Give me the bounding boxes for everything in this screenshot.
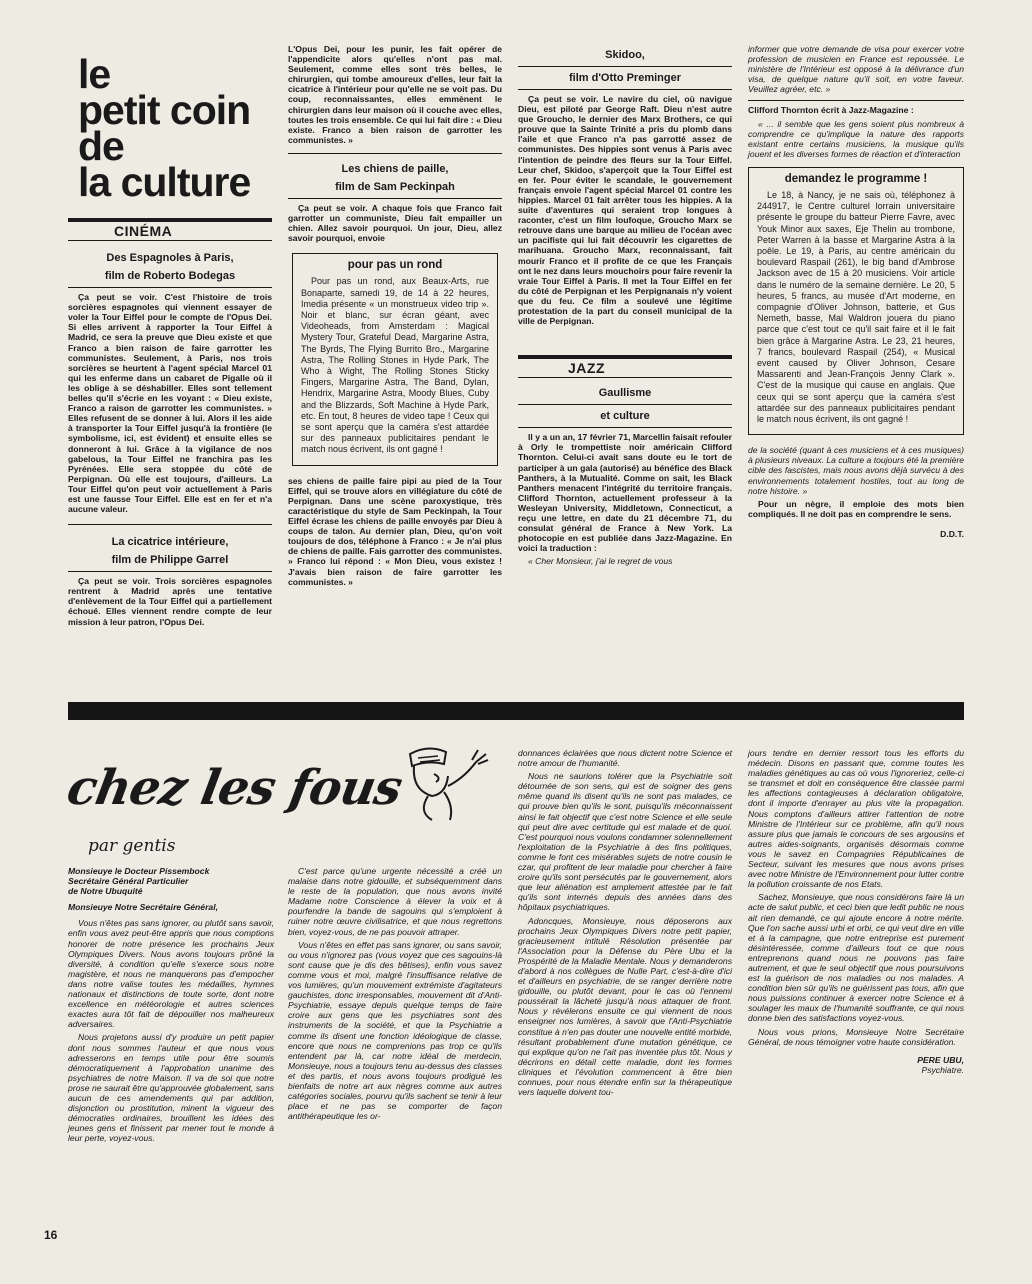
fous-paragraph: Vous n'êtes en effet pas sans ignorer, ou sans savoir, ou vous n'ignorez pas (vous voyez que ces sagouins-là sont cause que je dis des bêtises), enfin vous savez comme vous et moi, malgré l'insuffisance relative de vos lumières, qu'un mouvement extrémiste d'agitateurs gauchistes, donc irresponsables, mouvement dit d'Anti-Psychiatrie, essaye depuis quelque temps de faire croire aux gens que les psychiatres sont des instruments de la société, et que la Psychiatrie a comme ils disent une fonction idéologique de classe, encore que nous ne comprenions pas trop ce qu'ils entendent par là, car notre idéal de merdecin, Monsieuye, nous a toujours tenu au-dessus des classes et des partis, et nous avons toujours prodigué les bienfaits de notre art aux nègres comme aux autres catégories sociales, pourvu qu'ils sachent se tenir à leur place et ne pas se comporter de façon antithérapeutique les or- [288, 939, 502, 1122]
fous-address-2: Secrétaire Général Particulier [68, 876, 189, 887]
signature-ddt: D.D.T. [940, 528, 964, 539]
fous-paragraph: Adoncques, Monsieuye, nous déposerons aux prochains Jeux Olympiques Divers notre petit papier, gracieusement intitulé Résolution présentée par l'Association pour la Défense du Père Ubu et la Prospérité de la Maladie Mentale. Nous y demanderons d'abord à nos collègues de Nulle Part, c'est-à-dire d'ici et d'ailleurs en psychiatrie, de se ranger derrière notre gidouille, ou plutôt devant, pour le cas où l'ennemi poussérait la lâcheté jusqu'à nous attaquer de front. Nous y révélerons ensuite ce qui viennent de nous enseigner nos lumières, à savoir que l'Anti-Psychiatrie constitue à n'en pas douter une nouvelle entité morbide, résultant probablement d'une mutation génétique, ce qui explique qu'on ne l'ait pas inventée plus tôt. Nous y décrirons en détail cette maladie, dont les formes cliniques et l'évolution commencent à être bien connues, pour nous étendre enfin sur la thérapeutique vers laquelle doivent tou- [518, 915, 732, 1098]
cartoon-hat-band [420, 760, 440, 762]
film1-subtitle: film de Roberto Bodegas [104, 270, 236, 283]
box-title: pour pas un rond [347, 259, 443, 272]
divider [518, 89, 732, 90]
thornton-quote: « ... il semble que les gens soient plus nombreux à comprendre ce qu'implique la nature des rapports existant entre certains musiciens, la musique qu'ils jouent et les diverses formes de réaction et d'interaction [748, 118, 964, 159]
divider [518, 377, 732, 378]
film2-title: La cicatrice intérieure, [111, 536, 229, 549]
fous-paragraph: Sachez, Monsieuye, que nous considérons faire là un acte de salut public, et ceci bien que ledit public ne nous ait rien demandé, ce qui ajoute encore à notre mérite. Que l'on sache aussi urbi et orbi, ce qui veut dire en ville et à la campagne, que notre entreprise est purement désintéressée, comme d'ailleurs tout ce que nous entreprenons quand nous ne pouvons pas faire autrement, et que le seul objectif que nous poursuivons est la guérison de nos maladies ou nos malades. A condition bien sûr qu'ils ne guérissent pas tous, afin que nous puissions continuer à exercer notre Science et à soulager les maux de l'humanité souffrante, ce qui nous donne bien des satisfactions voyez-vous. [748, 892, 964, 1024]
fous-column-3 [518, 748, 732, 1100]
divider [68, 287, 272, 288]
divider [518, 427, 732, 428]
section-rule [518, 355, 732, 359]
divider [518, 66, 732, 67]
box-demandez-le-programme [748, 167, 964, 435]
film2-subtitle: film de Philippe Garrel [111, 554, 229, 567]
film2-body: Ça peut se voir. Trois sorcières espagnoles rentrent à Madrid après une tentative d'enlèvement de la Tour Eiffel qui a partiellement échoué. Elles viennent rendre compte de leur mission à leur patron, l'Opus Dei. [68, 576, 272, 627]
fous-column-1 [68, 866, 274, 1146]
cartoon-hand [472, 750, 488, 764]
section-jazz: JAZZ [568, 360, 605, 377]
column-3 [518, 44, 732, 569]
page-title: le petit coin de la culture [78, 51, 251, 205]
fous-paragraph: Nous vous prions, Monsieuye Notre Secrétaire Général, de nous témoigner votre haute considération. [748, 1026, 964, 1047]
fous-column-2 [288, 866, 502, 1124]
column-4 [748, 44, 964, 542]
jazz1-quote: « Cher Monsieur, j'ai le regret de vous [528, 556, 673, 567]
film3-body: Ça peut se voir. A chaque fois que Franco fait garrotter un communiste, Dieu fait empailler un chien. Allez savoir pourquoi. Un jour, Dieu, allez savoir pourquoi, envoie [288, 202, 502, 244]
column-2 [288, 44, 502, 590]
film4-body: Ça peut se voir. Le navire du ciel, où navigue Dieu, est piloté par George Raft. Dieu n'est autre que Groucho, le dernier des Marx Brothers, ce qui prouve que la Sainte Trinité a pris du plomb dans l'aile et que Franco n'a pas garrotté assez de communistes. Des hippies sont venus à Paris avec l'intention de peindre des fleurs sur la Tour Eiffel. Leur chef, Skidoo, s'aperçoit que la Tour Eiffel est en fer. Pour éviter le scandale, le gouvernement français envoie l'agent spécial Marcel 01 contre les hippies. Marcel 01 fait arrêter tous les hippies. A la suite d'aventures qui seraient trop longues à raconter, c'est un film loufoque, Groucho Marx se retrouve dans une barque au milieu de l'océan avec un pacifiste qui lui fait découvrir les cigarettes de marihuana. Groucho Marx, reconnaissant, fait mourir Franco et il profite de ce que les Français ont le nez dans leurs mouchoirs pour faire revenir la vraie Tour Eiffel à Paris. Il met la Tour Eiffel en fer du côté de Perpignan et les Perpignanais n'y voient que du feu. Ce film a soulevé une légitime protestation de la part du conseil municipal de la ville de Perpignan. [518, 94, 732, 327]
cartoon-nose [434, 774, 439, 782]
film3-body-continued: ses chiens de paille faire pipi au pied de la Tour Eiffel, qui se trouve alors en villégiature du côté de Perpignan. Dans une scène paroxystique, très caractéristique du style de Sam Peckinpah, la Tour Eiffel écrase les chiens de paille envoyés par Dieu à coups de talon. Au dernier plan, Dieu, qu'on voit toujours de dos, téléphone à Franco : « Je n'ai plus de chiens de paille. Fais garrotter des communistes. » Franco lui répond : « Mon Dieu, vous existez ! J'avais bien raison de faire garrotter les communistes. » [288, 475, 502, 587]
film2-continued: L'Opus Dei, pour les punir, les fait opérer de l'appendicite alors qu'elles n'ont pas mal. Seulement, comme elles sont très belles, le chirurgien, qui tombe amoureux d'elles, leur fait la cicatrice à l'intérieur pour qu'elle ne se voit pas. Du coup, reconnaissantes, elles emmènent le chirurgien dans leur maison où il couche avec elles, toutes les trois ensemble. Ce qui lui fait dire : « Dieu existe. Franco a bien raison de garrotter les communistes. » [288, 44, 502, 145]
fous-byline: par gentis [88, 836, 176, 856]
film4-subtitle: film d'Otto Preminger [568, 72, 681, 84]
divider [748, 100, 964, 101]
section-separator-bar [68, 702, 964, 720]
section-cinema: CINÉMA [114, 223, 173, 239]
fous-paragraph: C'est parce qu'une urgente nécessité a créé un malaise dans notre gidouille, et subséquemment dans le reste de la population, que nous avons invité Madame notre Conscience à élever la voix et à pourfendre la bande de sagouins qui s'emploient à ruiner notre œuvre civilisatrice, et que nous regrettons bien, voyez-vous, de ne pas pouvoir attraper. [288, 866, 502, 937]
divider [68, 240, 272, 241]
fous-paragraph: Nous ne saurions tolérer que la Psychiatrie soit détournée de son sens, qui est de soigner des gens même quand ils disent qu'ils ne sont pas malades, ce qui prouve bien qu'ils le sont, puisqu'ils méconnaissent ainsi le fait objectif que c'est notre Science et elle seule qui peut dire avec certitude qui est malade et de quoi. C'est pourquoi nous voulons condamner solennellement l'exploitation de la Psychiatrie à des fins politiques, comme le font ces misérables sujets de notre cousin le czar, qui profitent de leur maladie pour chercher à faire croire qu'ils sont persécutés par le gouvernement, alors que leur aliénation est amplement attestée par le fait qu'ils sont internés depuis des années dans des hôpitaux psychiatriques. [518, 771, 732, 913]
jazz1-body: Il y a un an, 17 février 71, Marcellin faisait refouler à Orly le trompettiste noir américain Clifford Thornton. Celui-ci avait sans doute eu le tort de participer à un gala (autorisé) au bénéfice des Black Panthers, à la Mutualité. Comme on sait, les Black Panthers menacent l'intégrité du territoire français. Clifford Thornton, actuellement professeur à la Wesleyan University, Middletown, Connecticut, a reçu une lettre, en date du 21 décembre 71, du consulat général de France à New York. La photocopie en est publiée dans Jazz-Magazine. En voici la traduction : [518, 432, 732, 554]
fous-paragraph: jours tendre en dernier ressort tous les efforts du médecin. Disons en passant que, comme toutes les maladies génétiques au cas où vous l'ignoreriez, celle-ci se transmet et doit en conséquence être classée parmi les affections contagieuses à déclaration obligatoire, dont il importe d'enrayer au plus vite la propagation. Nous comptons d'ailleurs attirer l'attention de notre Ministre de l'Intérieur sur ce problème, afin qu'il nous assure plus que jamais le concours de ses argousins et autres aides-soignants, organisés désormais comme vous le savez en Compagnies Républicaines de Secteur, suivant les mesures que nous avons prises avec notre Ministre de l'Environnement pour lutter contre la pollution croissante de nos Etats. [748, 748, 964, 890]
thornton-comment: Pour un nègre, il emploie des mots bien compliqués. Il ne doit pas en comprendre le sens. [748, 498, 964, 519]
box-title: demandez le programme ! [784, 172, 928, 185]
film1-title: Des Espagnoles à Paris, [106, 252, 234, 265]
divider [518, 404, 732, 405]
cartoon-hat-band [418, 756, 438, 758]
thornton-quote-continued: de la société (quant à ces musiciens et à ces musiques) à plusieurs niveaux. La culture a toujours été la première cible des fascistes, mais nous avons déjà survécu à des environnements totalement hostiles, tout au long de notre histoire. » [748, 445, 964, 496]
letter-continued: informer que votre demande de visa pour exercer votre profession de musicien en France est repoussée. Le ministère de l'Intérieur est opposé à la délivrance d'un visa, de quelque nature qu'il soit, en votre faveur. Veuillez agréer, etc. » [748, 44, 964, 95]
fous-paragraph: Nous projetons aussi d'y produire un petit papier dont nous sommes l'auteur et que nous vous adresserons en temps utile pour être soumis démocratiquement à l'approbation unanime des psychiatres de notre Maison. Il va de soi que notre prose ne saurait être qu'approuvée globalement, sans aucun de ces amendements qui par addition, disjonction ou prostitution, minent la vigueur des démocraties ordinaires, brouillent les idées des jeunes gens et finissent par mener tout le monde à leur perte, voyez-vous. [68, 1032, 274, 1144]
box-body: Pour pas un rond, aux Beaux-Arts, rue Bonaparte, samedi 19, de 14 à 22 heures, Imedia présente « un monstrueux video trip ». Noir et blanc, sur écran géant, avec Videoheads, from Amsterdam : Magical Mystery Tour, Grateful Dead, Margarine Astra, The Byrds, The Flying Burrito Bro., Margarine Astra, The Rolling Stones in Hyde Park, The Who à Wight, The Rolling Stones Sticky Fingers, Margarine Astra, The Band, Dylan, Hendrix, Margarine Astra, Moody Blues, Cuby and the Blizzards, Soft Machine à Hyde Park, etc. En tout, 8 heures de video tape ! Ceux qui se sont aperçu que la caméra s'est attardée sur des panneaux publicitaires pendant le match nous écrivent, ils ont gagné ! [301, 276, 489, 455]
box-body: Le 18, à Nancy, je ne sais où, téléphonez à 244917, le Centre culturel lorrain universitaire présente le groupe du batteur Pierre Favre, avec Youk Minor aux saxes, Eje Thelin au trombone, Peter Warren à la basse et Margarine Astra à la poêle. Le 19, à Paris, au centre américain du boulevard Raspail (261), le big band d'Ambrose Jackson avec de 15 à 20 musiciens. Voir article dans le numéro de la semaine dernière. Le 20, 5 heures, 5 francs, au musée d'Art moderne, en compagnie d'Oliver Johnson, batterie, et Gus Nemeth, basse, Mal Waldron jouera du piano parce que c'est tout ce qu'il sait faire et il le fait bien grâce à Margarine Astra. Le 23, 21 heures, 7 francs, boulevard Raspail (254), « Musical event caused by Oliver Johnson, Cesare Massarenti and Jean-François Jenny Clark ». C'est de la musique qui cause en anglais. Que ceux qui se sont aperçu que la caméra s'est attardée sur des panneaux publicitaires pendant le match nous écrivent, ils ont gagné ! [757, 190, 955, 425]
box-pour-pas-un-rond [292, 253, 498, 465]
fous-column-4 [748, 748, 964, 1078]
fous-salutation: Monsieuye Notre Secrétaire Général, [68, 902, 218, 913]
jazz1-title: Gaullisme [598, 387, 652, 400]
cartoon-body [424, 792, 451, 820]
cartoon-illustration [398, 742, 498, 822]
divider [288, 198, 502, 199]
fous-address-1: Monsieuye le Docteur Pissembock [68, 866, 210, 876]
divider [68, 571, 272, 572]
thornton-head: Clifford Thornton écrit à Jazz-Magazine : [748, 105, 914, 116]
cartoon-face [414, 766, 448, 796]
divider [288, 153, 502, 154]
fous-paragraph: Vous n'êtes pas sans ignorer, ou plutôt sans savoir, enfin vous avez peut-être appris que nous comptions honorer de notre présence les prochains Jeux Olympiques Divers. Nous avons toujours prôné la diversité, à condition qu'elle s'exerce sous notre magistère, et nous ne manquerons pas d'empocher dans notre valise toutes les médailles, hymnes nationaux et distinctions de toute sorte, dont notre excellence en météorologie et autres sciences exactes aura tôt fait de dépouiller nos malheureux adversaires. [68, 918, 274, 1030]
cartoon-arm [448, 762, 476, 786]
signature-pere-ubu: PERE UBU, [917, 1054, 964, 1065]
column-1 [68, 51, 272, 630]
signature-psychiatre: Psychiatre. [921, 1064, 964, 1075]
film1-body: Ça peut se voir. C'est l'histoire de trois sorcières espagnoles qui viennent essayer de voler la Tour Eiffel pour le compte de l'Opus Dei. Si elles arrivent à rapporter la Tour Eiffel à Madrid, ce sera la preuve que Dieu existe et que Franco a bien raison de faire garrotter les communistes. Seulement, à Paris, nos trois sorcières se heurtent à l'agent spécial Marcel 01 qui les enferme dans un cabaret de Pigalle où il les oblige à se déshabiller. Elles sont tellement belles qu'il s'écrie en les voyant : « Dieu existe, Franco a raison de garrotter les communistes. » Elles refusent de se donner à lui. Alors il les aide à transporter la Tour Eiffel jusqu'à la frontière (le symbolisme, ici, est évident) et ensuite elles se donneront à lui. Grâce à la vigilance de nos gabelous, la Tour Eiffel ne franchira pas les Pyrénées. Elle sera stoppée du côté de Perpignan. Où elle est toujours, d'ailleurs. La Tour Eiffel qu'on peut voir actuellement à Paris est une fausse Tour Eiffel. Elle est en fer et n'a aucune valeur. [68, 292, 272, 515]
page-number: 16 [44, 1228, 58, 1242]
section-rule [68, 218, 272, 222]
film3-title: Les chiens de paille, [341, 162, 449, 175]
fous-paragraph: donnances éclairées que nous dictent notre Science et notre amour de l'humanité. [518, 748, 732, 769]
film4-title: Skidoo, [605, 49, 645, 61]
fous-title: chez les fous [63, 760, 406, 816]
fous-address-3: de Notre Ubuquité [68, 886, 143, 897]
divider [68, 524, 272, 525]
jazz1-subtitle: et culture [600, 410, 650, 423]
film3-subtitle: film de Sam Peckinpah [335, 180, 455, 193]
